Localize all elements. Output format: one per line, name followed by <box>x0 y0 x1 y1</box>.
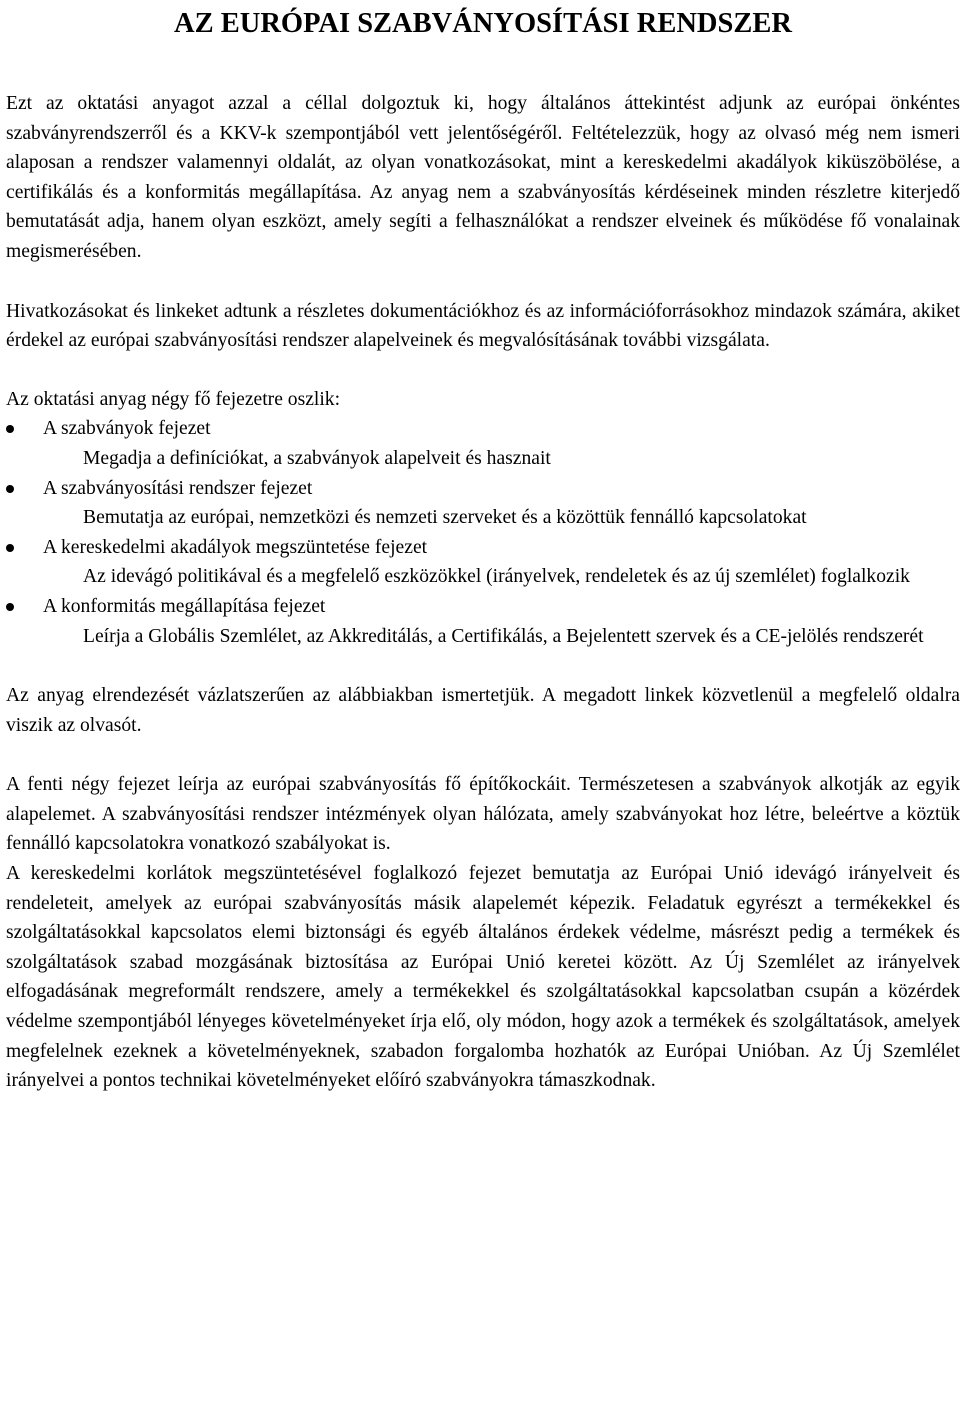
intro-paragraph: Ezt az oktatási anyagot azzal a céllal dolgoztuk ki, hogy általános áttekintést adjunk az európai önkéntes szabványrendszerről és a KKV-k szempontjából vett jelentőségéről. Feltételezzük, hogy az olvasó még nem ismeri alaposan a rendszer valamennyi oldalát, az olyan vonatkozásokat, mint a kereskedelmi akadályok kiküszöbölése, a certifikálás és a konformitás megállapítása. Az anyag nem a szabványosítás kérdéseinek minden részletre kiterjedő bemutatását adja, hanem olyan eszközt, amely segíti a felhasználókat a rendszer elveinek és működése fő vonalainak megismerésében. <box>6 93 960 262</box>
chapter-title: A konformitás megállapítása fejezet <box>43 595 326 617</box>
document-page <box>6 0 960 1096</box>
chapter-list <box>6 414 960 651</box>
chapter-title: A szabványok fejezet <box>43 418 211 440</box>
chapter-description: Megadja a definíciókat, a szabványok alapelveit és hasznait <box>83 447 551 469</box>
chapter-title: A kereskedelmi akadályok megszüntetése fejezet <box>43 536 428 558</box>
building-blocks-paragraph: A fenti négy fejezet leírja az európai szabványosítás fő építőkockáit. Természetesen a szabványok alkotják az egyik alapelemet. A szabványosítási rendszer intézmények olyan hálózata, amely szabványokat hoz létre, beleértve a köztük fennálló kapcsolatokra vonatkozó szabályokat is. <box>6 774 960 855</box>
chapter-title: A szabványosítási rendszer fejezet <box>43 477 313 499</box>
bullet-icon <box>6 425 14 433</box>
document-title: AZ EURÓPAI SZABVÁNYOSÍTÁSI RENDSZER <box>174 8 792 39</box>
list-item <box>6 592 960 651</box>
chapter-description: Az idevágó politikával és a megfelelő eszközökkel (irányelvek, rendeletek és az új szemlélet) foglalkozik <box>83 566 910 588</box>
trade-barriers-paragraph: A kereskedelmi korlátok megszüntetésével foglalkozó fejezet bemutatja az Európai Unió idevágó irányelveit és rendeleteit, amelyek az európai szabványosítás másik alapelemét képezik. Feladatuk egyrészt a termékekkel és szolgáltatásokkal kapcsolatos elemi biztonsági és egyéb általános érdekek védelme, másrészt pedig a termékek és szolgáltatások szabad mozgásának biztosítása az Európai Unió keretei között. Az Új Szemlélet az irányelvek elfogadásának megreformált rendszere, amely a termékekkel és szolgáltatásokkal kapcsolatban csupán a közérdek védelme szempontjából lényeges követelményeket írja elő, oly módon, hogy azok a termékek és szolgáltatások, amelyek megfelelnek ezeknek a követelményeknek, szabadon forgalomba hozhatók az Európai Unióban. Az Új Szemlélet irányelvei a pontos technikai követelményeket előíró szabványokra támaszkodnak. <box>6 863 960 1092</box>
list-item <box>6 414 960 473</box>
bullet-icon <box>6 603 14 611</box>
list-item <box>6 533 960 592</box>
chapter-description: Leírja a Globális Szemlélet, az Akkreditálás, a Certifikálás, a Bejelentett szervek és a CE-jelölés rendszerét <box>83 625 924 647</box>
references-paragraph: Hivatkozásokat és linkeket adtunk a részletes dokumentációkhoz és az információforrásokhoz mindazok számára, akiket érdekel az európai szabványosítási rendszer alapelveinek és megvalósításának további vizsgálata. <box>6 300 960 352</box>
chapters-intro: Az oktatási anyag négy fő fejezetre oszlik: <box>6 388 341 410</box>
list-item <box>6 474 960 533</box>
chapter-description: Bemutatja az európai, nemzetközi és nemzeti szerveket és a közöttük fennálló kapcsolatokat <box>83 507 807 529</box>
bullet-icon <box>6 485 14 493</box>
bullet-icon <box>6 544 14 552</box>
layout-note-paragraph: Az anyag elrendezését vázlatszerűen az alábbiakban ismertetjük. A megadott linkek közvetlenül a megfelelő oldalra viszik az olvasót. <box>6 685 960 736</box>
